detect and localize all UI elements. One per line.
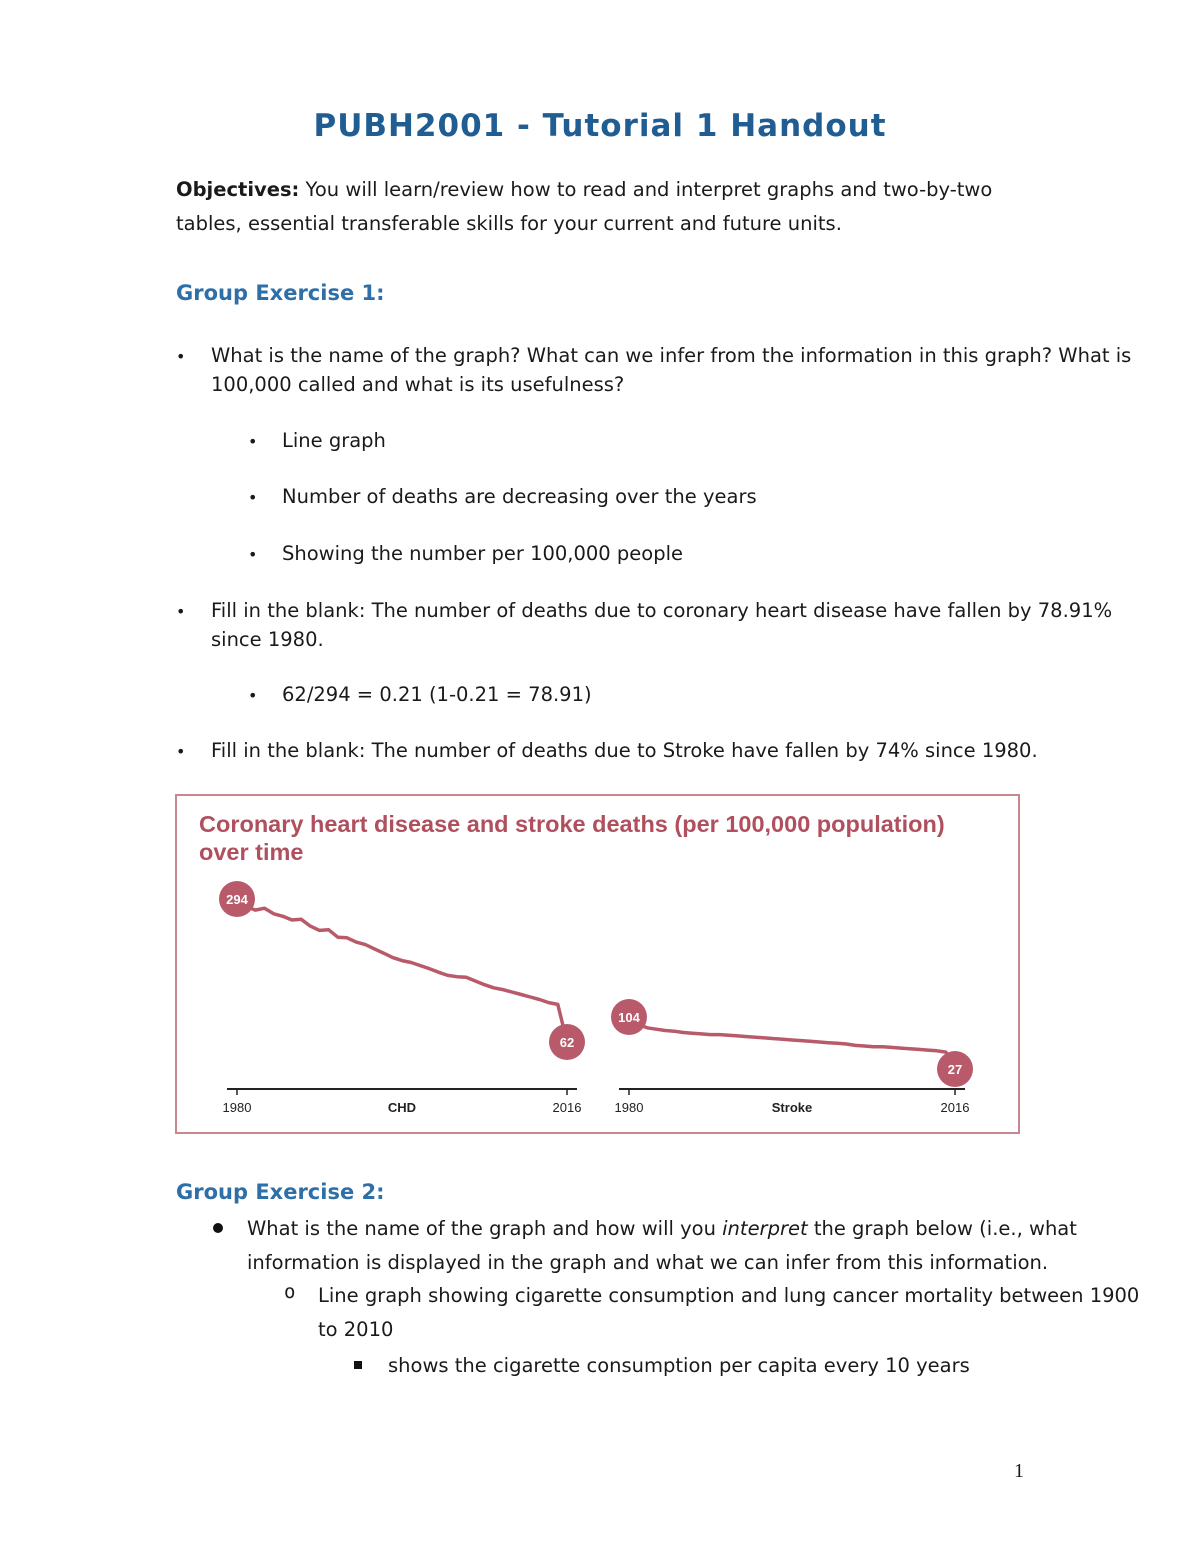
x-tick-label: 1980 [614, 1100, 644, 1115]
series-line [629, 1017, 955, 1069]
objectives-label: Objectives: [176, 178, 300, 201]
sub1-line2: to 2010 [318, 1318, 394, 1341]
objectives-paragraph [176, 173, 1076, 241]
exercise1-heading: Group Exercise 1: [176, 281, 385, 305]
end-value-label: 27 [947, 1062, 963, 1077]
start-value-label: 294 [226, 892, 248, 907]
exercise1-question2 [211, 596, 1161, 654]
answer1-item: Line graph [282, 429, 386, 452]
exercise2-question1 [247, 1212, 1167, 1280]
page-title: PUBH2001 - Tutorial 1 Handout [313, 108, 887, 144]
chart-svg [177, 796, 1017, 1131]
q1-part-a: What is the name of the graph and how will you [247, 1217, 723, 1240]
page-number: 1 [1014, 1460, 1024, 1482]
x-tick-label: 1980 [222, 1100, 252, 1115]
chart-title-line1: Coronary heart disease and stroke deaths (per 100,000 population) [199, 811, 945, 837]
bullet-icon: • [248, 432, 258, 451]
bullet-icon: • [176, 742, 186, 761]
q1-line2: 100,000 called and what is its usefulness? [211, 373, 625, 396]
filled-circle-bullet-icon [212, 1222, 224, 1234]
x-tick-label: 2016 [940, 1100, 970, 1115]
panel-name-label: Stroke [771, 1100, 813, 1115]
end-value-label: 62 [559, 1035, 575, 1050]
q1-emphasis: interpret [722, 1217, 808, 1240]
exercise1-question3: Fill in the blank: The number of deaths due to Stroke have fallen by 74% since 1980. [211, 739, 1038, 762]
chart-title-line2: over time [199, 839, 304, 865]
exercise1-question1 [211, 341, 1161, 399]
circle-outline-bullet-icon: o [284, 1281, 296, 1303]
series-line [237, 899, 567, 1042]
exercise2-heading: Group Exercise 2: [176, 1180, 385, 1204]
answer1-item: Showing the number per 100,000 people [282, 542, 683, 565]
q2-line1: Fill in the blank: The number of deaths due to coronary heart disease have fallen by 78.91% [211, 599, 1113, 622]
bullet-icon: • [248, 488, 258, 507]
objectives-line2: tables, essential transferable skills for your current and future units. [176, 212, 842, 235]
answer2-item: 62/294 = 0.21 (1-0.21 = 78.91) [282, 683, 592, 706]
panel-name-label: CHD [387, 1100, 417, 1115]
q2-line2: since 1980. [211, 628, 324, 651]
bullet-icon: • [176, 347, 186, 366]
exercise2-sub1 [318, 1279, 1178, 1347]
x-tick-label: 2016 [552, 1100, 582, 1115]
objectives-line1: You will learn/review how to read and interpret graphs and two-by-two [299, 178, 993, 201]
exercise2-sub2: shows the cigarette consumption per capita every 10 years [388, 1354, 970, 1377]
start-value-label: 104 [618, 1010, 640, 1025]
square-bullet-icon [353, 1360, 363, 1370]
sub1-line1: Line graph showing cigarette consumption and lung cancer mortality between 1900 [318, 1284, 1140, 1307]
q1-line2: information is displayed in the graph and what we can infer from this information. [247, 1251, 1049, 1274]
q1-line1: What is the name of the graph? What can we infer from the information in this graph? What is [211, 344, 1132, 367]
bullet-icon: • [248, 545, 258, 564]
bullet-icon: • [176, 602, 186, 621]
chart-figure [175, 794, 1020, 1134]
bullet-icon: • [248, 686, 258, 705]
answer1-item: Number of deaths are decreasing over the years [282, 485, 757, 508]
q1-part-b: the graph below (i.e., what [807, 1217, 1077, 1240]
